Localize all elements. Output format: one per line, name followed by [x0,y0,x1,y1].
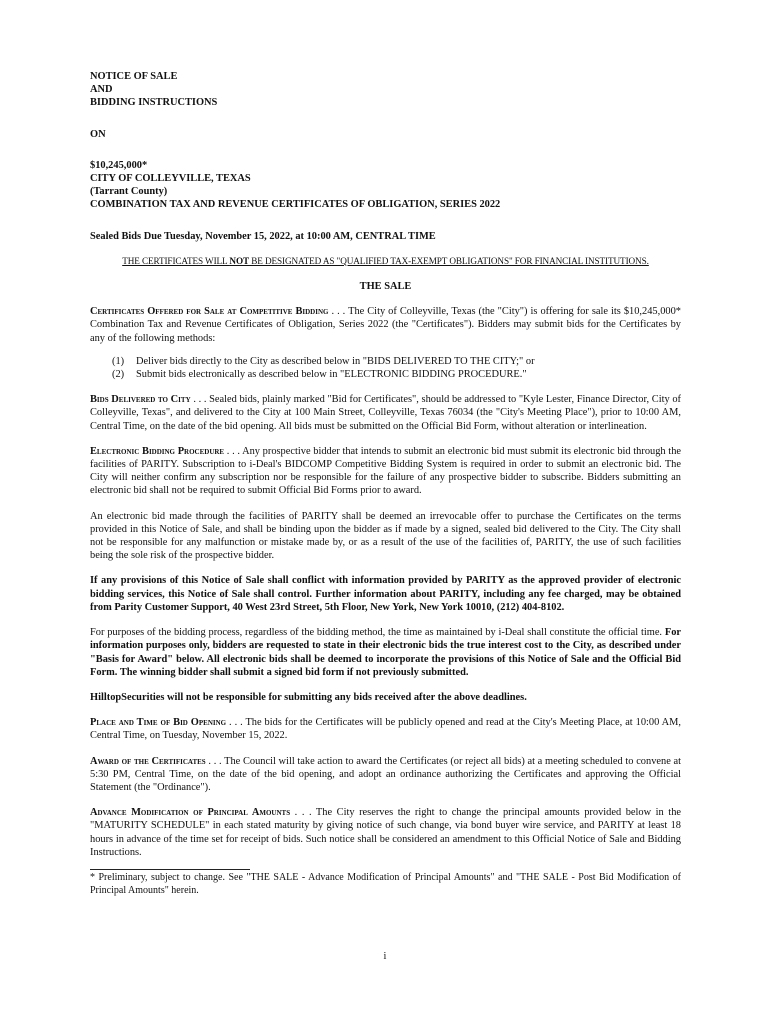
list-item-text: Submit bids electronically as described below in "ELECTRONIC BIDDING PROCEDURE." [136,369,527,381]
electronic-bidding-text: . . . Any prospective bidder that intends to submit an electronic bid must submit its electronic bid through the facilities of PARITY. Subscription to i-Deal's BIDCOMP Competitive Bidding System is required in order to submit an electronic bid. The City will neither confirm any subscription nor be responsible for the failure of any prospective bidder to subscribe. Bidders submitting an electronic bid shall not be required to submit Official Bid Forms prior to award. [90,445,682,497]
bid-opening-heading: Place and Time of Bid Opening [90,717,227,729]
electronic-bidding-heading: Electronic Bidding Procedure [90,445,225,457]
designation-notice [90,255,681,268]
city-line: CITY OF COLLEYVILLE, TEXAS [90,173,251,185]
county-line: (Tarrant County) [90,186,168,198]
title-block [90,70,681,243]
award-heading: Award of the Certificates [90,755,206,767]
bidding-purposes-bold: For information purposes only, bidders are requested to state in their electronic bids the true interest cost to the City, as described under "Basis for Award" below. All electronic bids shall be deemed to incorporate the provisions of this Notice of Sale and the Official Bid Form. The winning bidder shall submit a signed bid form if not previously submitted. [90,627,681,678]
award-text: . . . The Council will take action to award the Certificates (or reject all bids) at a meeting scheduled to convene at 5:30 PM, Central Time, on the date of the bid opening, and adopt an ordinance authorizing the Certificates and approving the Official Statement (the "Ordinance"). [90,755,682,793]
title-line-3: BIDDING INSTRUCTIONS [90,97,218,109]
award-paragraph [90,755,681,795]
section-heading-the-sale: THE SALE [359,281,412,293]
certificates-offered-text: . . . The City of Colleyville, Texas (the "City") is offering for sale its $10,245,000* Combination Tax and Revenue Certificates of Obligation, Series 2022 (the "Certificates"). Bidders may submit bids for the Certificates by any of the following methods: [90,306,681,344]
amount-line: $10,245,000* [90,159,148,171]
advance-modification-text: . . . The City reserves the right to change the principal amounts provided below in the "MATURITY SCHEDULE" in each stated maturity by giving notice of such change, via bond buyer wire service, and PARITY at least 18 hours in advance of the time set for receipt of bids. Such notice shall be considered an amendment to this Official Notice of Sale and Bidding Instructions. [90,807,681,858]
due-date-line: Sealed Bids Due Tuesday, November 15, 2022, at 10:00 AM, CENTRAL TIME [90,230,436,242]
title-line-2: AND [90,84,113,96]
bidding-purposes-text: For purposes of the bidding process, regardless of the bidding method, the time as maintained by i-Deal shall constitute the official time. [90,627,665,639]
footnote: * Preliminary, subject to change. See "THE SALE - Advance Modification of Principal Amounts" and "THE SALE - Post Bid Modification of Principal Amounts" herein. [90,871,681,896]
electronic-bidding-paragraph [90,445,681,498]
list-item-text: Deliver bids directly to the City as described below in "BIDS DELIVERED TO THE CITY;" or [136,355,535,367]
advance-modification-paragraph [90,806,681,859]
bid-opening-paragraph [90,716,681,742]
list-item-number: (1) [112,355,125,367]
advance-modification-heading: Advance Modification of Principal Amounts [90,807,291,819]
title-line-4: ON [90,128,106,140]
bids-delivered-paragraph [90,393,681,433]
certificates-offered-paragraph [90,305,681,345]
list-item [112,368,681,381]
page-number: i [383,951,387,962]
certificates-offered-heading: Certificates Offered for Sale at Competitive Bidding [90,306,329,318]
footnote-divider [90,869,250,870]
list-item [112,355,681,368]
designation-not: NOT [229,255,250,266]
bids-delivered-text: . . . Sealed bids, plainly marked "Bid for Certificates", should be addressed to "Kyle Lester, Finance Director, City of Colleyville, Texas", and delivered to the City at 100 Main Street, Colleyville, Texas 76034 (the "City's Meeting Place"), prior to 10:00 AM, Central Time, on the date of the bid opening. All bids must be submitted on the Official Bid Form, without alteration or interlineation. [90,394,682,432]
designation-post: BE DESIGNATED AS "QUALIFIED TAX-EXEMPT OBLIGATIONS" FOR FINANCIAL INSTITUTIONS. [249,255,649,266]
bids-delivered-heading: Bids Delivered to City [90,394,191,406]
hilltop-paragraph: HilltopSecurities will not be responsible for submitting any bids received after the above deadlines. [90,691,527,703]
document-page [90,70,681,897]
bid-methods-list [90,355,681,381]
designation-pre: THE CERTIFICATES WILL [122,255,230,266]
series-line: COMBINATION TAX AND REVENUE CERTIFICATES OF OBLIGATION, SERIES 2022 [90,199,501,211]
parity-conflict-paragraph: If any provisions of this Notice of Sale shall conflict with information provided by PARITY as the approved provider of electronic bidding services, this Notice of Sale shall control. Further information about PARITY, including any fee charged, may be obtained from Parity Customer Support, 40 West 23rd Street, 5th Floor, New York, New York 10010, (212) 404-8102. [90,575,681,613]
bidding-purposes-paragraph [90,626,681,679]
irrevocable-offer-paragraph: An electronic bid made through the facilities of PARITY shall be deemed an irrevocable offer to purchase the Certificates on the terms provided in this Notice of Sale, and shall be binding upon the bidder as if made by a signed, sealed bid delivered to the City. The City shall not be responsible for any malfunction or mistake made by, or as a result of the use of the facilities of, PARITY, the use of such facilities being the sole risk of the prospective bidder. [90,510,681,562]
list-item-number: (2) [112,369,125,381]
title-line-1: NOTICE OF SALE [90,71,178,82]
bid-opening-text: . . . The bids for the Certificates will be publicly opened and read at the City's Meeting Place, at 10:00 AM, Central Time, on Tuesday, November 15, 2022. [90,717,681,742]
